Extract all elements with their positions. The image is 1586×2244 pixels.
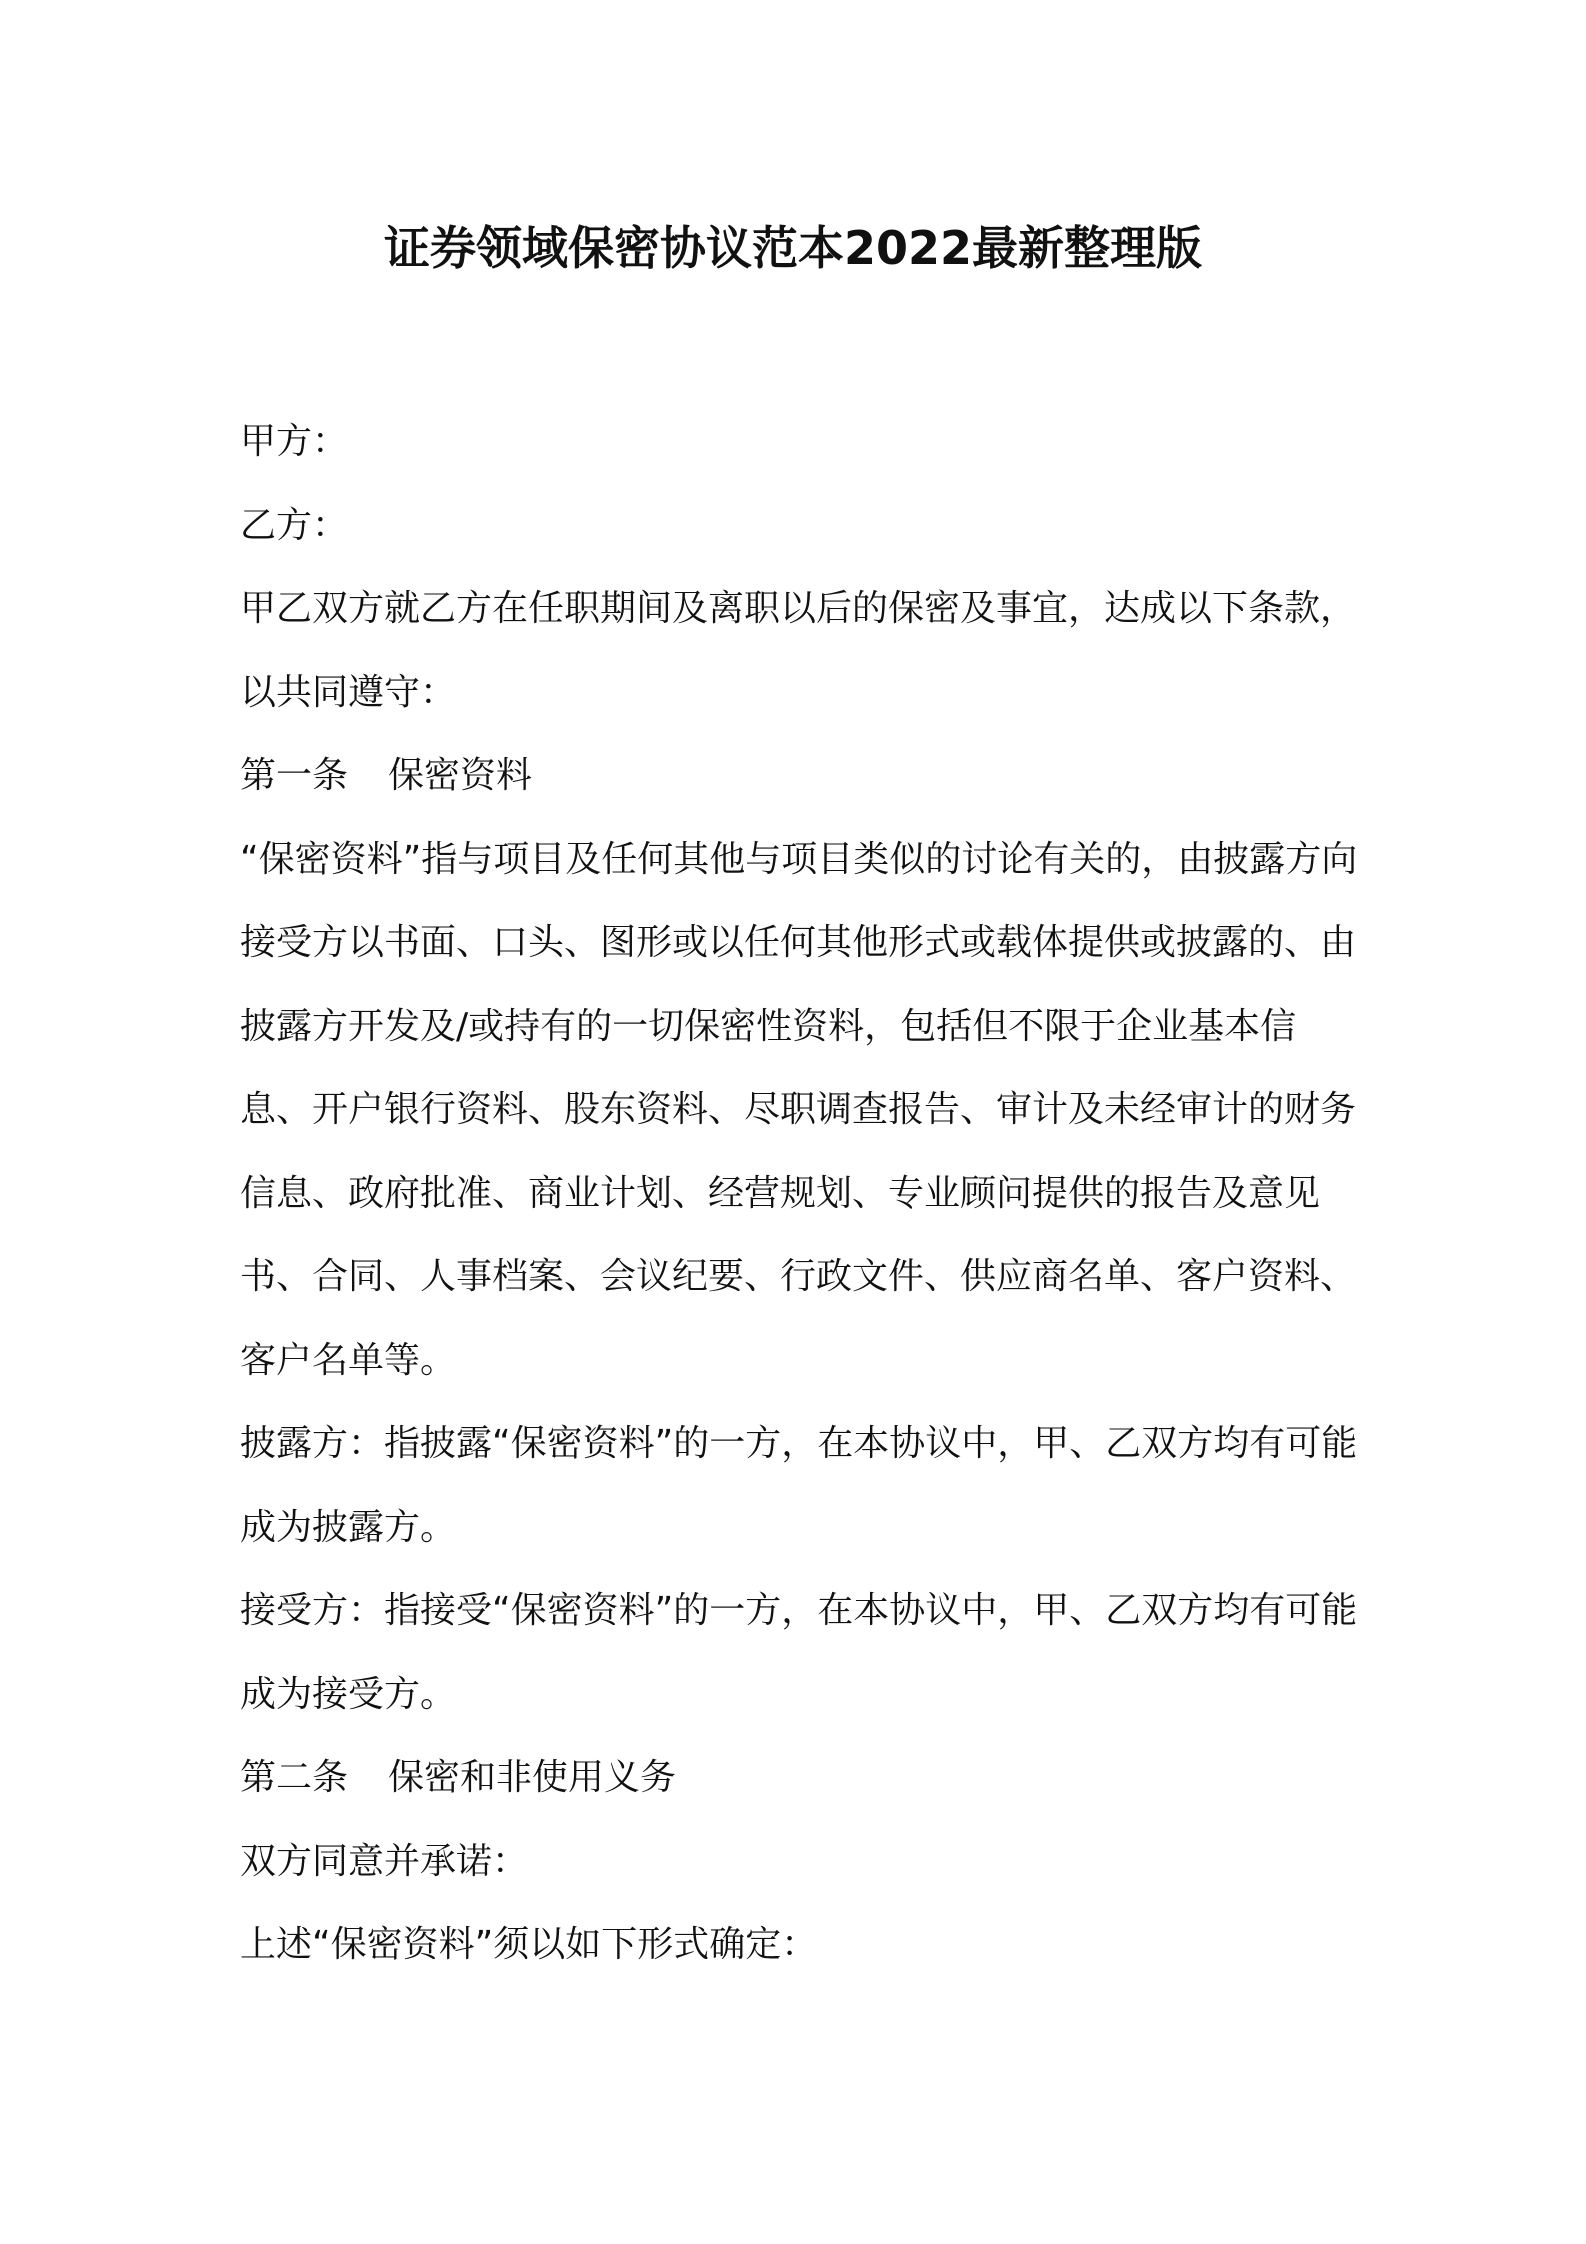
- discloser-definition: 披露方：指披露“保密资料”的一方，在本协议中，甲、乙双方均有可能成为披露方。: [240, 1423, 1358, 1548]
- form-statement-line: 上述“保密资料”须以如下形式确定：: [240, 1924, 818, 1965]
- document-title: 证券领域保密协议范本2022最新整理版: [383, 221, 1203, 275]
- recipient-definition: 接受方：指接受“保密资料”的一方，在本协议中，甲、乙双方均有可能成为接受方。: [240, 1590, 1358, 1715]
- party-a-label: 甲方：: [240, 421, 349, 462]
- confidential-info-definition: “保密资料”指与项目及任何其他与项目类似的讨论有关的，由披露方向接受方以书面、口头、图形或以任何其他形式或载体提供或披露的、由披露方开发及/或持有的一切保密性资料，包括但不限于企业基本信息、开户银行资料、股东资料、尽职调查报告、审计及未经审计的财务信息、政府批准、商业计划、经营规划、专业顾问提供的报告及意见书、合同、人事档案、会议纪要、行政文件、供应商名单、客户资料、客户名单等。: [240, 838, 1358, 1381]
- party-b-label: 乙方：: [240, 504, 349, 546]
- article-2-number: 第二条: [240, 1757, 349, 1798]
- article-2-heading: [240, 1736, 1360, 1820]
- article-2-title: 保密和非使用义务: [388, 1757, 677, 1798]
- document-body: [240, 400, 1360, 1987]
- article-1-heading: [240, 734, 1360, 818]
- article-1-title: 保密资料: [388, 755, 533, 796]
- preamble-paragraph: 甲乙双方就乙方在任职期间及离职以后的保密及事宜，达成以下条款，以共同遵守：: [240, 588, 1357, 713]
- mutual-agreement-line: 双方同意并承诺：: [240, 1840, 529, 1882]
- article-1-number: 第一条: [240, 755, 349, 796]
